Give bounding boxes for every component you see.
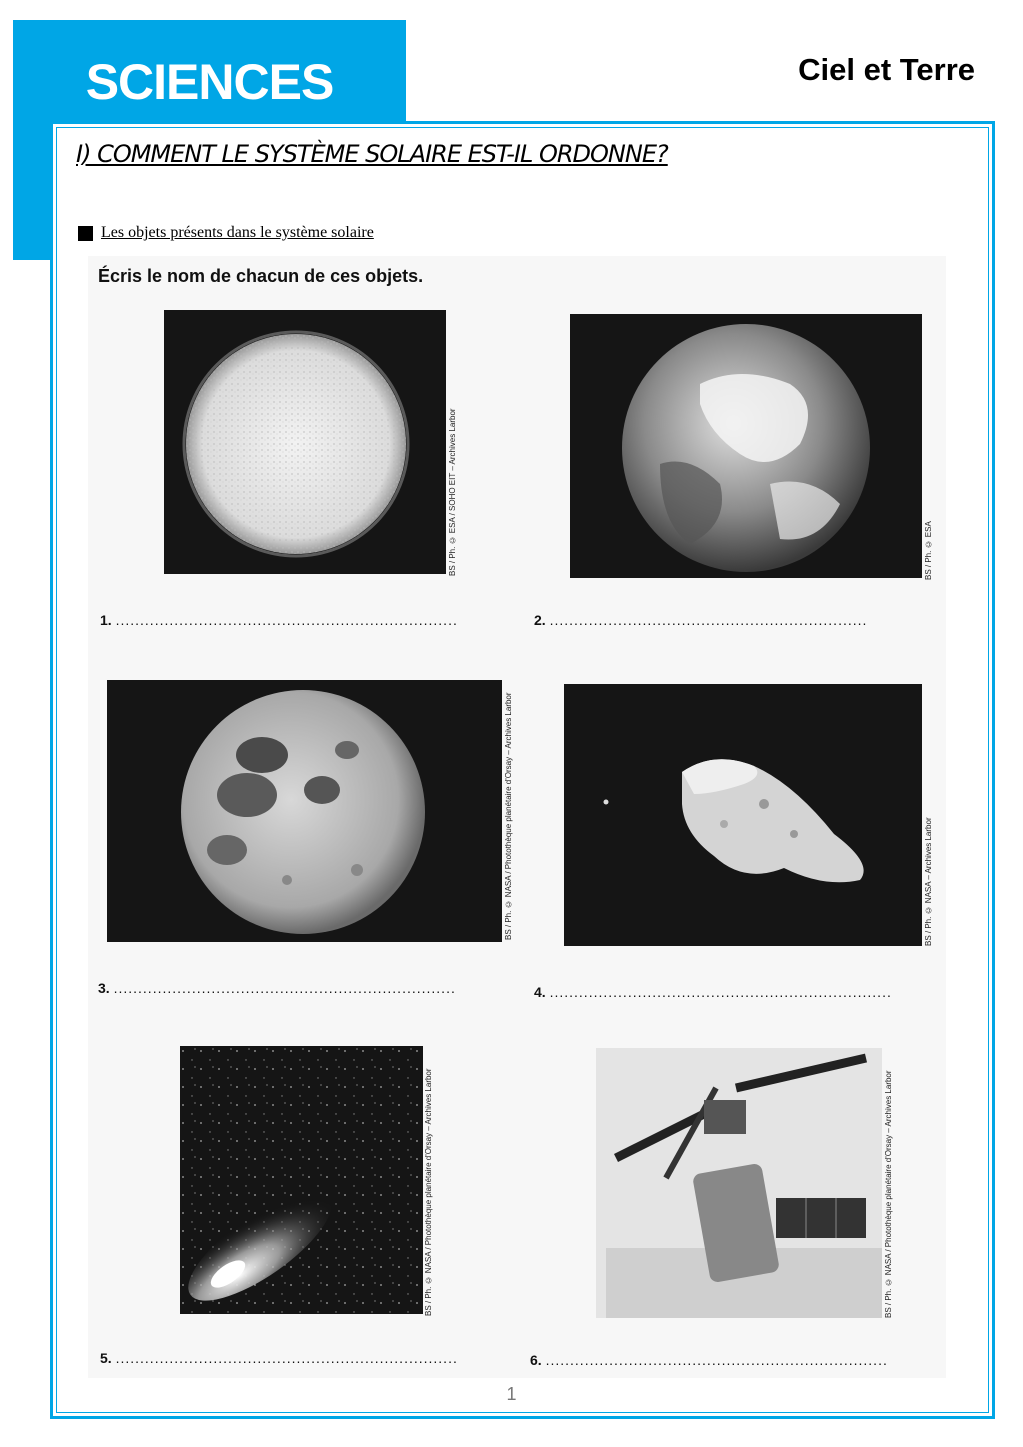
- subsection-title: Les objets présents dans le système solaire: [101, 224, 374, 241]
- section-title: I) COMMENT LE SYSTÈME SOLAIRE EST-IL ORDONNE?: [76, 140, 668, 168]
- answer-line-4[interactable]: [534, 984, 892, 1000]
- photo-earth: [570, 314, 922, 578]
- photo-credit: BS / Ph. © NASA / Photothèque planétaire d'Orsay – Archives Larbor: [504, 692, 513, 940]
- answer-dots: ......................................................................: [115, 1350, 458, 1366]
- space-station-image: [596, 1048, 882, 1318]
- photo-moon: [107, 680, 502, 942]
- subsection-heading: [78, 224, 374, 242]
- page-number: 1: [506, 1384, 517, 1404]
- photo-credit: BS / Ph. © NASA / Photothèque planétaire d'Orsay – Archives Larbor: [884, 1070, 893, 1318]
- earth-image: [570, 314, 922, 578]
- photo-space-station: [596, 1048, 882, 1318]
- photo-sun: [164, 310, 446, 574]
- answer-line-1[interactable]: [100, 612, 458, 628]
- square-bullet-icon: [78, 226, 93, 241]
- answer-dots: .................................................................: [549, 612, 868, 628]
- subject-title: SCIENCES: [85, 54, 334, 110]
- photo-comet: [180, 1046, 423, 1314]
- answer-line-2[interactable]: [534, 612, 867, 628]
- asteroid-image: [564, 684, 922, 946]
- answer-line-3[interactable]: [98, 980, 456, 996]
- answer-number: 2.: [534, 612, 546, 628]
- answer-number: 4.: [534, 984, 546, 1000]
- photo-credit: BS / Ph. © NASA / Photothèque planétaire d'Orsay – Archives Larbor: [424, 1068, 433, 1316]
- answer-dots: ......................................................................: [115, 612, 458, 628]
- theme-title: Ciel et Terre: [798, 52, 975, 87]
- comet-image: [180, 1046, 423, 1314]
- answer-number: 6.: [530, 1352, 542, 1368]
- answer-dots: ......................................................................: [549, 984, 892, 1000]
- moon-image: [107, 680, 502, 942]
- photo-credit: BS / Ph. © ESA: [924, 521, 933, 580]
- answer-line-6[interactable]: [530, 1352, 888, 1368]
- answer-line-5[interactable]: [100, 1350, 458, 1366]
- worksheet-instruction: Écris le nom de chacun de ces objets.: [98, 266, 424, 286]
- answer-number: 5.: [100, 1350, 112, 1366]
- answer-dots: ......................................................................: [545, 1352, 888, 1368]
- answer-number: 1.: [100, 612, 112, 628]
- answer-dots: ......................................................................: [113, 980, 456, 996]
- answer-number: 3.: [98, 980, 110, 996]
- photo-asteroid: [564, 684, 922, 946]
- sun-image: [164, 310, 446, 574]
- photo-credit: BS / Ph. © ESA / SOHO EIT – Archives Larbor: [448, 408, 457, 576]
- photo-credit: BS / Ph. © NASA – Archives Larbor: [924, 817, 933, 946]
